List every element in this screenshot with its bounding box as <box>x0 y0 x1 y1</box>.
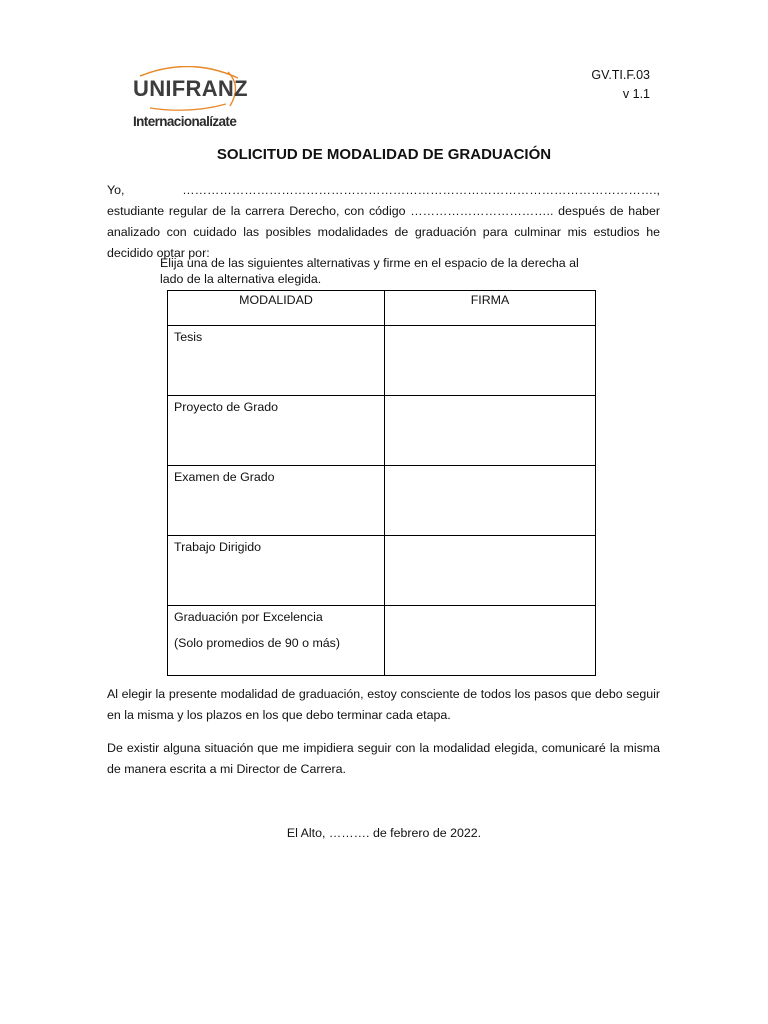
modality-cell <box>168 396 385 466</box>
document-code-block <box>591 66 650 104</box>
logo-tagline: Internacionalízate <box>133 114 237 129</box>
modality-label: Proyecto de Grado <box>174 400 279 414</box>
signature-cell[interactable] <box>385 536 596 606</box>
modality-table <box>167 290 596 676</box>
document-version: v 1.1 <box>622 87 650 101</box>
modality-cell <box>168 536 385 606</box>
table-row <box>168 606 596 676</box>
modality-label: Trabajo Dirigido <box>174 540 262 554</box>
modality-label: Graduación por Excelencia <box>174 610 323 624</box>
intro-paragraph: Yo, ……………………………………………………………………………………………………., estudiante regular de la carrera Derecho, con código …………………………….. después de haber analizado con cuidado las posibles modalidades de graduación para culminar mis estudios he decidido optar por: <box>107 183 660 260</box>
table-row <box>168 396 596 466</box>
unifranz-logo <box>130 66 248 130</box>
awareness-paragraph: Al elegir la presente modalidad de graduación, estoy consciente de todos los pasos que debo seguir en la misma y los plazos en los que debo terminar cada etapa. <box>107 687 660 722</box>
modality-cell <box>168 606 385 676</box>
place-date-line: El Alto, ………. de febrero de 2022. <box>286 826 482 840</box>
document-title: SOLICITUD DE MODALIDAD DE GRADUACIÓN <box>216 146 552 163</box>
modality-note: (Solo promedios de 90 o más) <box>174 636 340 650</box>
header-firma: FIRMA <box>385 291 596 326</box>
logo-wordmark: UNIFRANZ <box>133 76 248 101</box>
table-row <box>168 326 596 396</box>
table-row <box>168 536 596 606</box>
signature-cell[interactable] <box>385 396 596 466</box>
modality-cell <box>168 466 385 536</box>
signature-cell[interactable] <box>385 466 596 536</box>
instruction-text: Elija una de las siguientes alternativas y firme en el espacio de la derecha al lado de la alternativa elegida. <box>160 256 579 286</box>
signature-cell[interactable] <box>385 326 596 396</box>
modality-label: Examen de Grado <box>174 470 275 484</box>
table-row <box>168 466 596 536</box>
signature-cell[interactable] <box>385 606 596 676</box>
table-header-row <box>168 291 596 326</box>
modality-cell <box>168 326 385 396</box>
document-code: GV.TI.F.03 <box>591 68 650 82</box>
modality-label: Tesis <box>174 330 203 344</box>
header-modalidad: MODALIDAD <box>168 291 385 326</box>
commitment-paragraph: De existir alguna situación que me impidiera seguir con la modalidad elegida, comunicaré la misma de manera escrita a mi Director de Carrera. <box>107 741 660 776</box>
